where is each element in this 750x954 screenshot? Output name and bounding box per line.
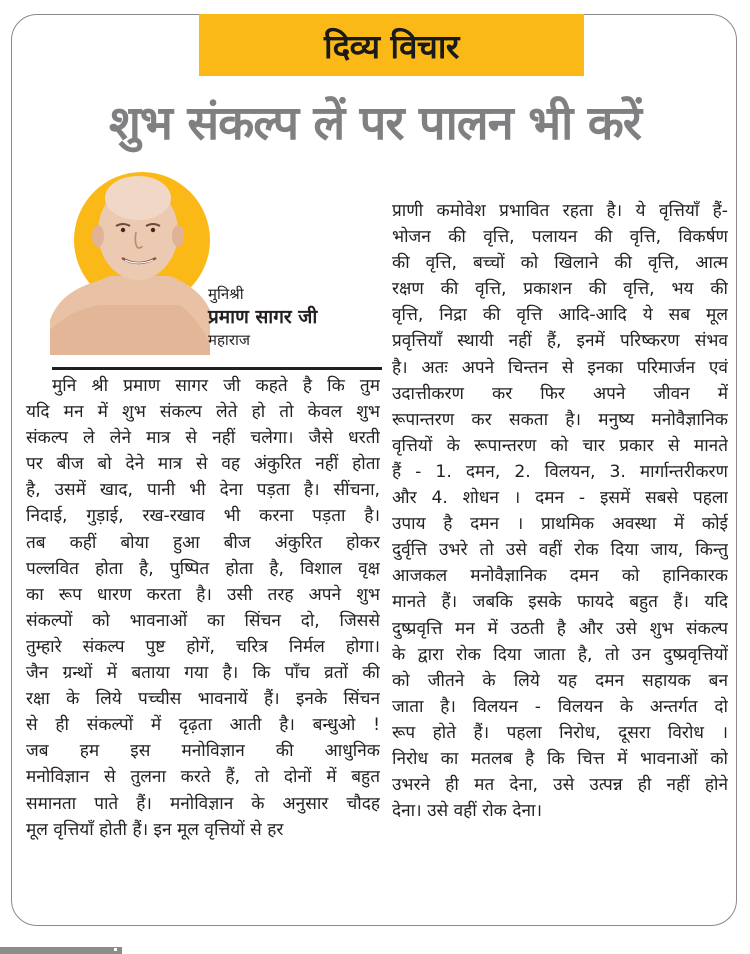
article-text-line: दुर्वृत्ति उभरे तो उसे वहीं रोक दिया जाय, किन्तु bbox=[392, 540, 728, 561]
article-text-line: जैन ग्रन्थों में बताया गया है। कि पाँच व्रतों की bbox=[26, 663, 380, 684]
article-text-line: देना। उसे वहीं रोक देना। bbox=[392, 801, 542, 822]
article-text-line: दुष्प्रवृत्ति मन में उठती है और उसे शुभ संकल्प bbox=[392, 618, 728, 639]
article-text-line: से ही संकल्पों में दृढ़ता आती है। बन्धुओ ! bbox=[26, 715, 380, 736]
article-text-line: का रूप धारण करता है। उसी तरह अपने शुभ bbox=[26, 584, 380, 605]
article-text-line: आजकल मनोवैज्ञानिक दमन को हानिकारक bbox=[392, 566, 728, 587]
article-text-line: तब कहीं बोया हुआ बीज अंकुरित होकर bbox=[26, 532, 380, 553]
article-text-line: तुम्हारे संकल्प पुष्ट होगें, चरित्र निर्मल होगा। bbox=[26, 636, 380, 657]
article-text-line: है। अतः अपने चिन्तन से इनका परिमार्जन एवं bbox=[392, 357, 728, 378]
article-text-line: जब हम इस मनोविज्ञान की आधुनिक bbox=[26, 741, 380, 762]
article-text-line: संकल्पों को भावनाओं का सिंचन दो, जिससे bbox=[26, 610, 380, 631]
article-column-left bbox=[26, 373, 380, 843]
author-photo bbox=[50, 170, 220, 355]
author-name: प्रमाण सागर जी bbox=[208, 306, 318, 328]
article-text-line: के द्वारा रोक दिया जाता है, तो उन दुष्प्रवृत्तियों bbox=[392, 644, 728, 665]
author-portrait-illustration bbox=[50, 170, 220, 355]
article-text-line: मानते हैं। जबकि इसके फायदे बहुत हैं। यदि bbox=[392, 592, 728, 613]
section-banner bbox=[199, 14, 584, 76]
article-text-line: प्रवृत्तियाँ स्थायी नहीं हैं, इनमें परिष्करण संभव bbox=[392, 331, 728, 352]
article-text-line: पर बीज बो देने मात्र से वह अंकुरित नहीं होता bbox=[26, 454, 380, 475]
article-headline: शुभ संकल्प लें पर पालन भी करें bbox=[108, 96, 642, 151]
article-text-line: उदात्तीकरण कर फिर अपने जीवन में bbox=[392, 383, 728, 404]
article-text-line: वृत्ति, निद्रा की वृत्ति आदि-आदि ये सब मूल bbox=[392, 305, 728, 326]
article-text-line: हैं - 1. दमन, 2. विलयन, 3. मार्गान्तरीकरण bbox=[392, 461, 728, 482]
article-text-line: जाता है। विलयन - विलयन के अन्तर्गत दो bbox=[392, 696, 728, 717]
byline-divider bbox=[52, 367, 382, 370]
article-text-line: रक्षण की वृत्ति, प्रकाशन की वृत्ति, भय की bbox=[392, 279, 728, 300]
author-title: मुनिश्री bbox=[208, 285, 244, 303]
article-text-line: वृत्तियों के रूपान्तरण को चार प्रकार से मानते bbox=[392, 435, 728, 456]
article-text-line: प्राणी कमोवेश प्रभावित रहता है। ये वृत्तियाँ हैं- bbox=[392, 201, 728, 221]
article-text-line: मुनि श्री प्रमाण सागर जी कहते है कि तुम bbox=[52, 376, 380, 396]
article-text-line: पल्लवित होता है, पुष्पित होता है, विशाल वृक्ष bbox=[26, 558, 380, 579]
article-text-line: भोजन की वृत्ति, पलायन की वृत्ति, विकर्षण bbox=[392, 227, 728, 248]
article-text-line: उपाय है दमन । प्राथमिक अवस्था में कोई bbox=[392, 514, 728, 535]
article-text-line: को जीतने के लिये यह दमन सहायक बन bbox=[392, 670, 728, 691]
author-suffix: महाराज bbox=[208, 331, 250, 349]
article-text-line: समानता पाते हैं। मनोविज्ञान के अनुसार चौदह bbox=[26, 793, 380, 814]
author-byline bbox=[208, 283, 317, 351]
article-text-line: निदाई, गुड़ाई, रख-रखाव भी करना पड़ता है। bbox=[26, 506, 380, 527]
article-text-line: मनोविज्ञान से तुलना करते हैं, तो दोनों में बहुत bbox=[26, 767, 380, 788]
article-text-line: निरोध का मतलब है कि चित्त में भावनाओं को bbox=[392, 748, 728, 769]
article-text-line: मूल वृत्तियाँ होती हैं। इन मूल वृत्तियों से हर bbox=[26, 819, 284, 840]
article-text-line: यदि मन में शुभ संकल्प लेते हो तो केवल शुभ bbox=[26, 402, 380, 423]
footer-bar bbox=[0, 947, 122, 954]
article-column-right bbox=[392, 198, 728, 824]
section-label: दिव्य विचार bbox=[324, 26, 459, 66]
article-text-line: संकल्प ले लेने मात्र से नहीं चलेगा। जैसे धरती bbox=[26, 428, 380, 449]
article-text-line: की वृत्ति, बच्चों को खिलाने की वृत्ति, आत्म bbox=[392, 253, 728, 274]
footer-bar-dot bbox=[114, 948, 117, 951]
article-text-line: है, उसमें खाद, पानी भी देना पड़ता है। सींचना, bbox=[26, 480, 380, 501]
article-text-line: रूपान्तरण कर सकता है। मनुष्य मनोवैज्ञानिक bbox=[392, 409, 728, 430]
article-text-line: रक्षा के लिये पच्चीस भावनायें हैं। इनके सिंचन bbox=[26, 689, 380, 710]
article-text-line: उभरने ही मत देना, उसे उत्पन्न ही नहीं होने bbox=[392, 775, 728, 796]
article-text-line: और 4. शोधन । दमन - इसमें सबसे पहला bbox=[392, 488, 728, 509]
article-text-line: रूप होते हैं। पहला निरोध, दूसरा विरोध । bbox=[392, 722, 728, 743]
